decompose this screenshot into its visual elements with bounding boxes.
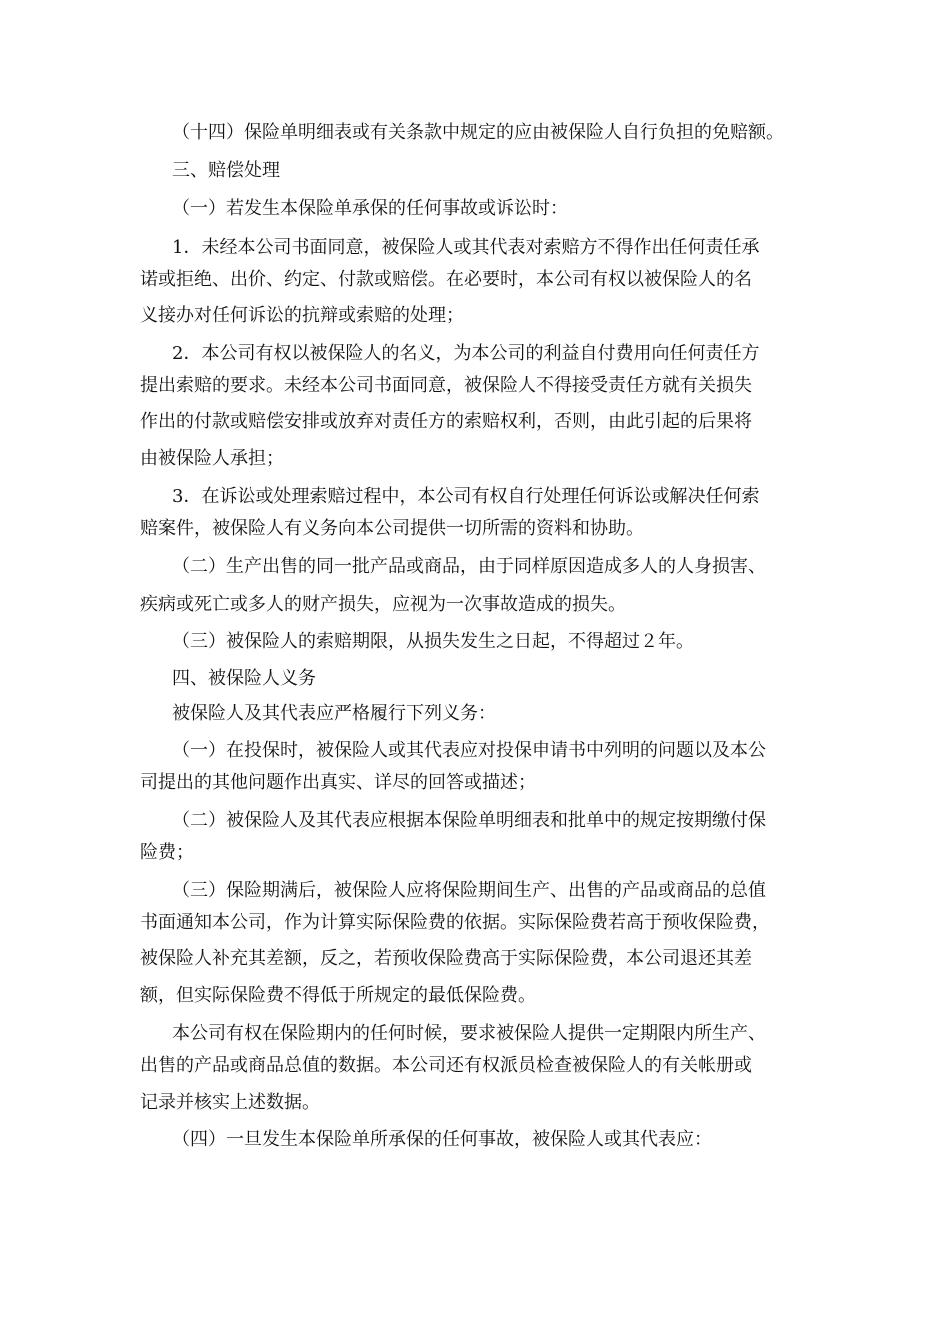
text-line-21: 险费； [140,842,194,863]
text-line-11: 3．在诉讼或处理索赔过程中，本公司有权自行处理任何诉讼或解决任何索 [172,486,760,507]
text-line-23: 书面通知本公司，作为计算实际保险费的依据。实际保险费若高于预收保险费， [140,912,770,933]
text-line-19: 司提出的其他问题作出真实、详尽的回答或描述； [140,772,536,793]
text-line-1: （十四）保险单明细表或有关条款中规定的应由被保险人自行负担的免赔额。 [172,122,784,143]
text-line-5: 诺或拒绝、出价、约定、付款或赔偿。在必要时，本公司有权以被保险人的名 [140,269,752,290]
text-line-26: 本公司有权在保险期内的任何时候，要求被保险人提供一定期限内所生产、 [172,1023,766,1044]
text-line-24: 被保险人补充其差额，反之，若预收保险费高于实际保险费，本公司退还其差 [140,948,752,969]
text-line-18: （一）在投保时，被保险人或其代表应对投保申请书中列明的问题以及本公 [172,740,766,761]
text-line-14: 疾病或死亡或多人的财产损失，应视为一次事故造成的损失。 [140,594,626,615]
text-line-29: （四）一旦发生本保险单所承保的任何事故，被保险人或其代表应： [172,1129,712,1150]
text-line-6: 义接办对任何诉讼的抗辩或索赔的处理； [140,305,464,326]
text-line-3: （一）若发生本保险单承保的任何事故或诉讼时： [172,198,568,219]
text-line-8: 提出索赔的要求。未经本公司书面同意，被保险人不得接受责任方就有关损失 [140,375,752,396]
section-heading-claims: 三、赔偿处理 [172,160,280,181]
text-line-4: 1．未经本公司书面同意，被保险人或其代表对索赔方不得作出任何责任承 [172,237,760,258]
text-line-25: 额，但实际保险费不得低于所规定的最低保险费。 [140,985,536,1006]
text-line-15: （三）被保险人的索赔期限，从损失发生之日起，不得超过２年。 [172,631,694,652]
section-heading-obligations: 四、被保险人义务 [172,668,316,689]
text-line-20: （二）被保险人及其代表应根据本保险单明细表和批单中的规定按期缴付保 [172,810,766,831]
text-line-10: 由被保险人承担； [140,448,284,469]
text-line-12: 赔案件，被保险人有义务向本公司提供一切所需的资料和协助。 [140,518,644,539]
text-line-28: 记录并核实上述数据。 [140,1092,320,1113]
text-line-9: 作出的付款或赔偿安排或放弃对责任方的索赔权利，否则，由此引起的后果将 [140,411,752,432]
text-line-7: 2．本公司有权以被保险人的名义，为本公司的利益自付费用向任何责任方 [172,343,760,364]
text-line-22: （三）保险期满后，被保险人应将保险期间生产、出售的产品或商品的总值 [172,880,766,901]
text-line-17: 被保险人及其代表应严格履行下列义务： [172,703,496,724]
text-line-13: （二）生产出售的同一批产品或商品，由于同样原因造成多人的人身损害、 [172,556,766,577]
text-line-27: 出售的产品或商品总值的数据。本公司还有权派员检查被保险人的有关帐册或 [140,1055,752,1076]
